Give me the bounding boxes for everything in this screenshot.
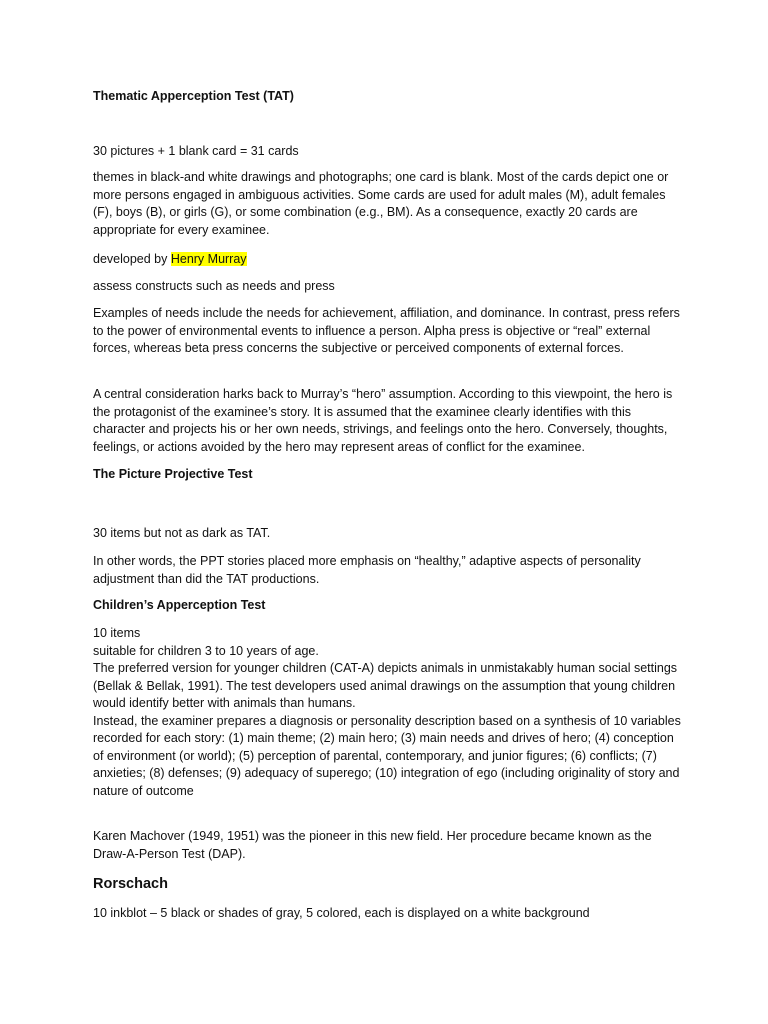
- tat-assess-text: assess constructs such as needs and press: [93, 279, 335, 293]
- cat-items-text: 10 items: [93, 626, 141, 640]
- cat-suitable-text: suitable for children 3 to 10 years of age.: [93, 643, 319, 658]
- rorschach-inkblot-text: 10 inkblot – 5 black or shades of gray, 5 colored, each is displayed on a white background: [93, 906, 590, 920]
- tat-cards-text: 30 pictures + 1 blank card = 31 cards: [93, 144, 299, 158]
- developed-by-label: developed by: [93, 252, 171, 266]
- tat-developed-line: [93, 251, 683, 269]
- ppt-items-text: 30 items but not as dark as TAT.: [93, 526, 271, 540]
- cat-instead-paragraph: Instead, the examiner prepares a diagnosis or personality description based on a synthesis of 10 variables recorded for each story: (1) main theme; (2) main hero; (3) main needs and drives of hero; (4) conception of environment (or world); (5) perception of parental, contemporary, and junior figures; (6) conflicts; (7) anxieties; (8) defenses; (9) adequacy of superego; (10) integration of ego (including originality of story and nature of outcome: [93, 713, 681, 798]
- cat-heading: Children’s Apperception Test: [93, 598, 266, 612]
- dap-paragraph: Karen Machover (1949, 1951) was the pioneer in this new field. Her procedure became known as the Draw-A-Person Test (DAP).: [93, 829, 652, 861]
- tat-hero-paragraph: A central consideration harks back to Murray’s “hero” assumption. According to this viewpoint, the hero is the protagonist of the examinee’s story. It is assumed that the examinee clearly identifies with this character and projects his or her own needs, strivings, and feelings onto the hero. Conversely, thoughts, feelings, or actions avoided by the hero may represent areas of conflict for the examinee.: [93, 387, 673, 454]
- cat-body: [93, 625, 683, 800]
- ppt-words-paragraph: In other words, the PPT stories placed more emphasis on “healthy,” adaptive aspects of personality adjustment than did the TAT productions.: [93, 554, 641, 586]
- tat-themes-paragraph: themes in black-and white drawings and photographs; one card is blank. Most of the cards depict one or more persons engaged in ambiguous activities. Some cards are used for adult males (M), adult females (F), boys (B), or girls (G), or some combination (e.g., BM). As a consequence, exactly 20 cards are appropriate for every examinee.: [93, 170, 669, 237]
- cat-preferred-paragraph: The preferred version for younger children (CAT-A) depicts animals in unmistakably human social settings (Bellak & Bellak, 1991). The test developers used animal drawings on the assumption that young children would identify better with animals than humans.: [93, 661, 678, 710]
- developer-name-highlight: Henry Murray: [170, 252, 247, 266]
- ppt-heading: The Picture Projective Test: [93, 467, 253, 481]
- tat-needs-paragraph: Examples of needs include the needs for achievement, affiliation, and dominance. In contrast, press refers to the power of environmental events to influence a person. Alpha press is objective or “real” external forces, whereas beta press concerns the subjective or perceived components of external forces.: [93, 306, 680, 355]
- rorschach-heading: Rorschach: [93, 876, 168, 892]
- tat-heading: Thematic Apperception Test (TAT): [93, 89, 294, 103]
